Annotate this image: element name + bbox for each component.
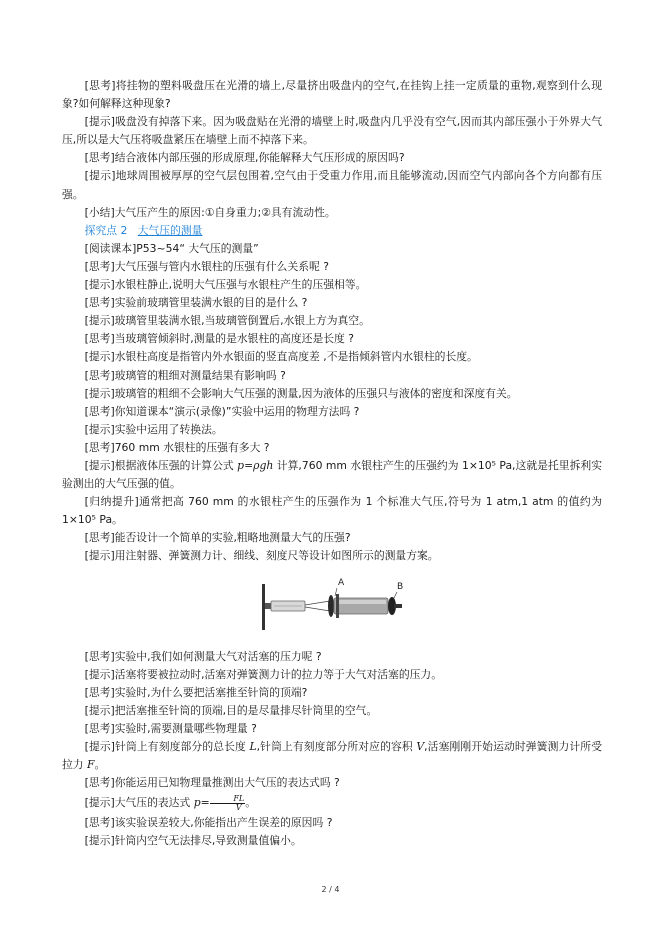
paragraph: [提示]针筒内空气无法排尽,导致测量值偏小。	[84, 834, 302, 848]
paragraph: [思考]将挂物的塑料吸盘压在光滑的墙上,尽量挤出吸盘内的空气,在挂钩上挂一定质量的重物,观察到什么现象?如何解释这种现象?	[62, 79, 602, 111]
paragraph: [提示]水银柱高度是指管内外水银面的竖直高度差 ,不是指倾斜管内水银柱的长度。	[84, 350, 478, 364]
paragraph: [思考]当玻璃管倾斜时,测量的是水银柱的高度还是长度 ?	[84, 332, 355, 346]
paragraph: [思考]实验时,需要测量哪些物理量 ?	[84, 721, 257, 735]
section-heading	[62, 222, 602, 240]
paragraph: [思考]能否设计一个简单的实验,粗略地测量大气的压强?	[84, 531, 351, 545]
expression-paragraph	[62, 792, 602, 814]
formula-paragraph	[62, 457, 602, 493]
paragraph: [提示]玻璃管的粗细不会影响大气压强的测量,因为液体的压强只与液体的密度和深度有关。	[84, 386, 518, 400]
fraction-denominator: V	[235, 802, 242, 812]
paragraph: [思考]760 mm 水银柱的压强有多大 ?	[84, 440, 270, 454]
paragraph: [思考]实验前玻璃管里装满水银的目的是什么 ?	[84, 296, 308, 310]
paragraph: [思考]玻璃管的粗细对测量结果有影响吗 ?	[84, 368, 286, 382]
paragraph: [思考]你能运用已知物理量推测出大气压的表达式吗 ?	[84, 776, 340, 790]
paragraph: [归纳提升]通常把高 760 mm 的水银柱产生的压强作为 1 个标准大气压,符号为 1 atm,1 atm 的值约为 1×10⁵ Pa。	[62, 495, 602, 527]
variable-F: F	[87, 758, 95, 772]
expression-lhs: p=	[193, 796, 210, 810]
formula: p=ρgh	[237, 458, 274, 472]
page-number: 2 / 4	[321, 885, 340, 894]
paragraph: [提示]活塞将要被拉动时,活塞对弹簧测力计的拉力等于大气对活塞的压力。	[84, 667, 443, 681]
label-b: B	[397, 581, 404, 592]
syringe-figure	[62, 568, 602, 648]
variable-L: L	[249, 740, 257, 753]
syringe-diagram	[260, 570, 410, 642]
text-run: 。	[94, 758, 106, 772]
paragraph: [思考]你知道课本“演示(录像)”实验中运用的物理方法吗 ?	[84, 404, 360, 418]
paragraph: [思考]实验中,我们如何测量大气对活塞的压力呢 ?	[84, 649, 322, 663]
paragraph: [提示]玻璃管里装满水银,当玻璃管倒置后,水银上方为真空。	[84, 314, 370, 328]
paragraph: [提示]吸盘没有掉落下来。因为吸盘贴在光滑的墙壁上时,吸盘内几乎没有空气,因而其内部压强小于外界大气压,所以是大气压将吸盘紧压在墙壁上而不掉落下来。	[62, 115, 602, 147]
wall	[262, 584, 265, 630]
paragraph: [提示]地球周围被厚厚的空气层包围着,空气由于受重力作用,而且能够流动,因而空气内部向各个方向都有压强。	[62, 169, 602, 201]
text-run: 。	[245, 796, 257, 810]
label-a: A	[338, 577, 345, 588]
paragraph: [思考]大气压强与管内水银柱的压强有什么关系呢 ?	[84, 259, 329, 273]
text-run: ,针筒上有刻度部分所对应的容积	[256, 740, 417, 753]
paragraph: [思考]结合液体内部压强的形成原理,你能解释大气压形成的原因吗?	[84, 151, 405, 165]
variable-V: V	[416, 740, 425, 753]
formula-text-after: 计算,760 mm 水银柱产生的压强约为 1×10⁵ Pa,这就是托里拆利实验测出的大气压强的值。	[62, 458, 603, 491]
document-body	[62, 77, 602, 850]
fraction-numerator: FL	[210, 795, 246, 804]
formula-text-before: [提示]根据液体压强的计算公式	[84, 458, 238, 472]
paragraph: [思考]实验时,为什么要把活塞推至针筒的顶端?	[84, 685, 308, 699]
section-title: 大气压的测量	[137, 223, 203, 237]
paragraph: [提示]把活塞推至针筒的顶端,目的是尽量排尽针筒里的空气。	[84, 703, 378, 717]
text-run: [提示]大气压的表达式	[84, 796, 194, 810]
paragraph: [提示]用注射器、弹簧测力计、细线、刻度尺等设计如图所示的测量方案。	[84, 549, 439, 563]
paragraph: [思考]该实验误差较大,你能指出产生误差的原因吗 ?	[84, 816, 333, 830]
paragraph: [阅读课本]P53~54“ 大气压的测量”	[84, 241, 259, 255]
paragraph: [提示]实验中运用了转换法。	[84, 422, 223, 436]
plunger-handle	[328, 595, 334, 617]
text-run: ,活塞刚刚开始运动时弹簧测力计所受拉力	[62, 740, 602, 772]
paragraph: [提示]水银柱静止,说明大气压强与水银柱产生的压强相等。	[84, 278, 367, 292]
measure-paragraph	[62, 738, 602, 774]
section-label: 探究点 2	[84, 223, 128, 237]
paragraph: [小结]大气压产生的原因:①自身重力;②具有流动性。	[84, 205, 336, 219]
string	[305, 601, 330, 605]
fraction	[210, 795, 246, 812]
text-run: [提示]针筒上有刻度部分的总长度	[84, 740, 250, 753]
scale-hook	[265, 603, 271, 609]
